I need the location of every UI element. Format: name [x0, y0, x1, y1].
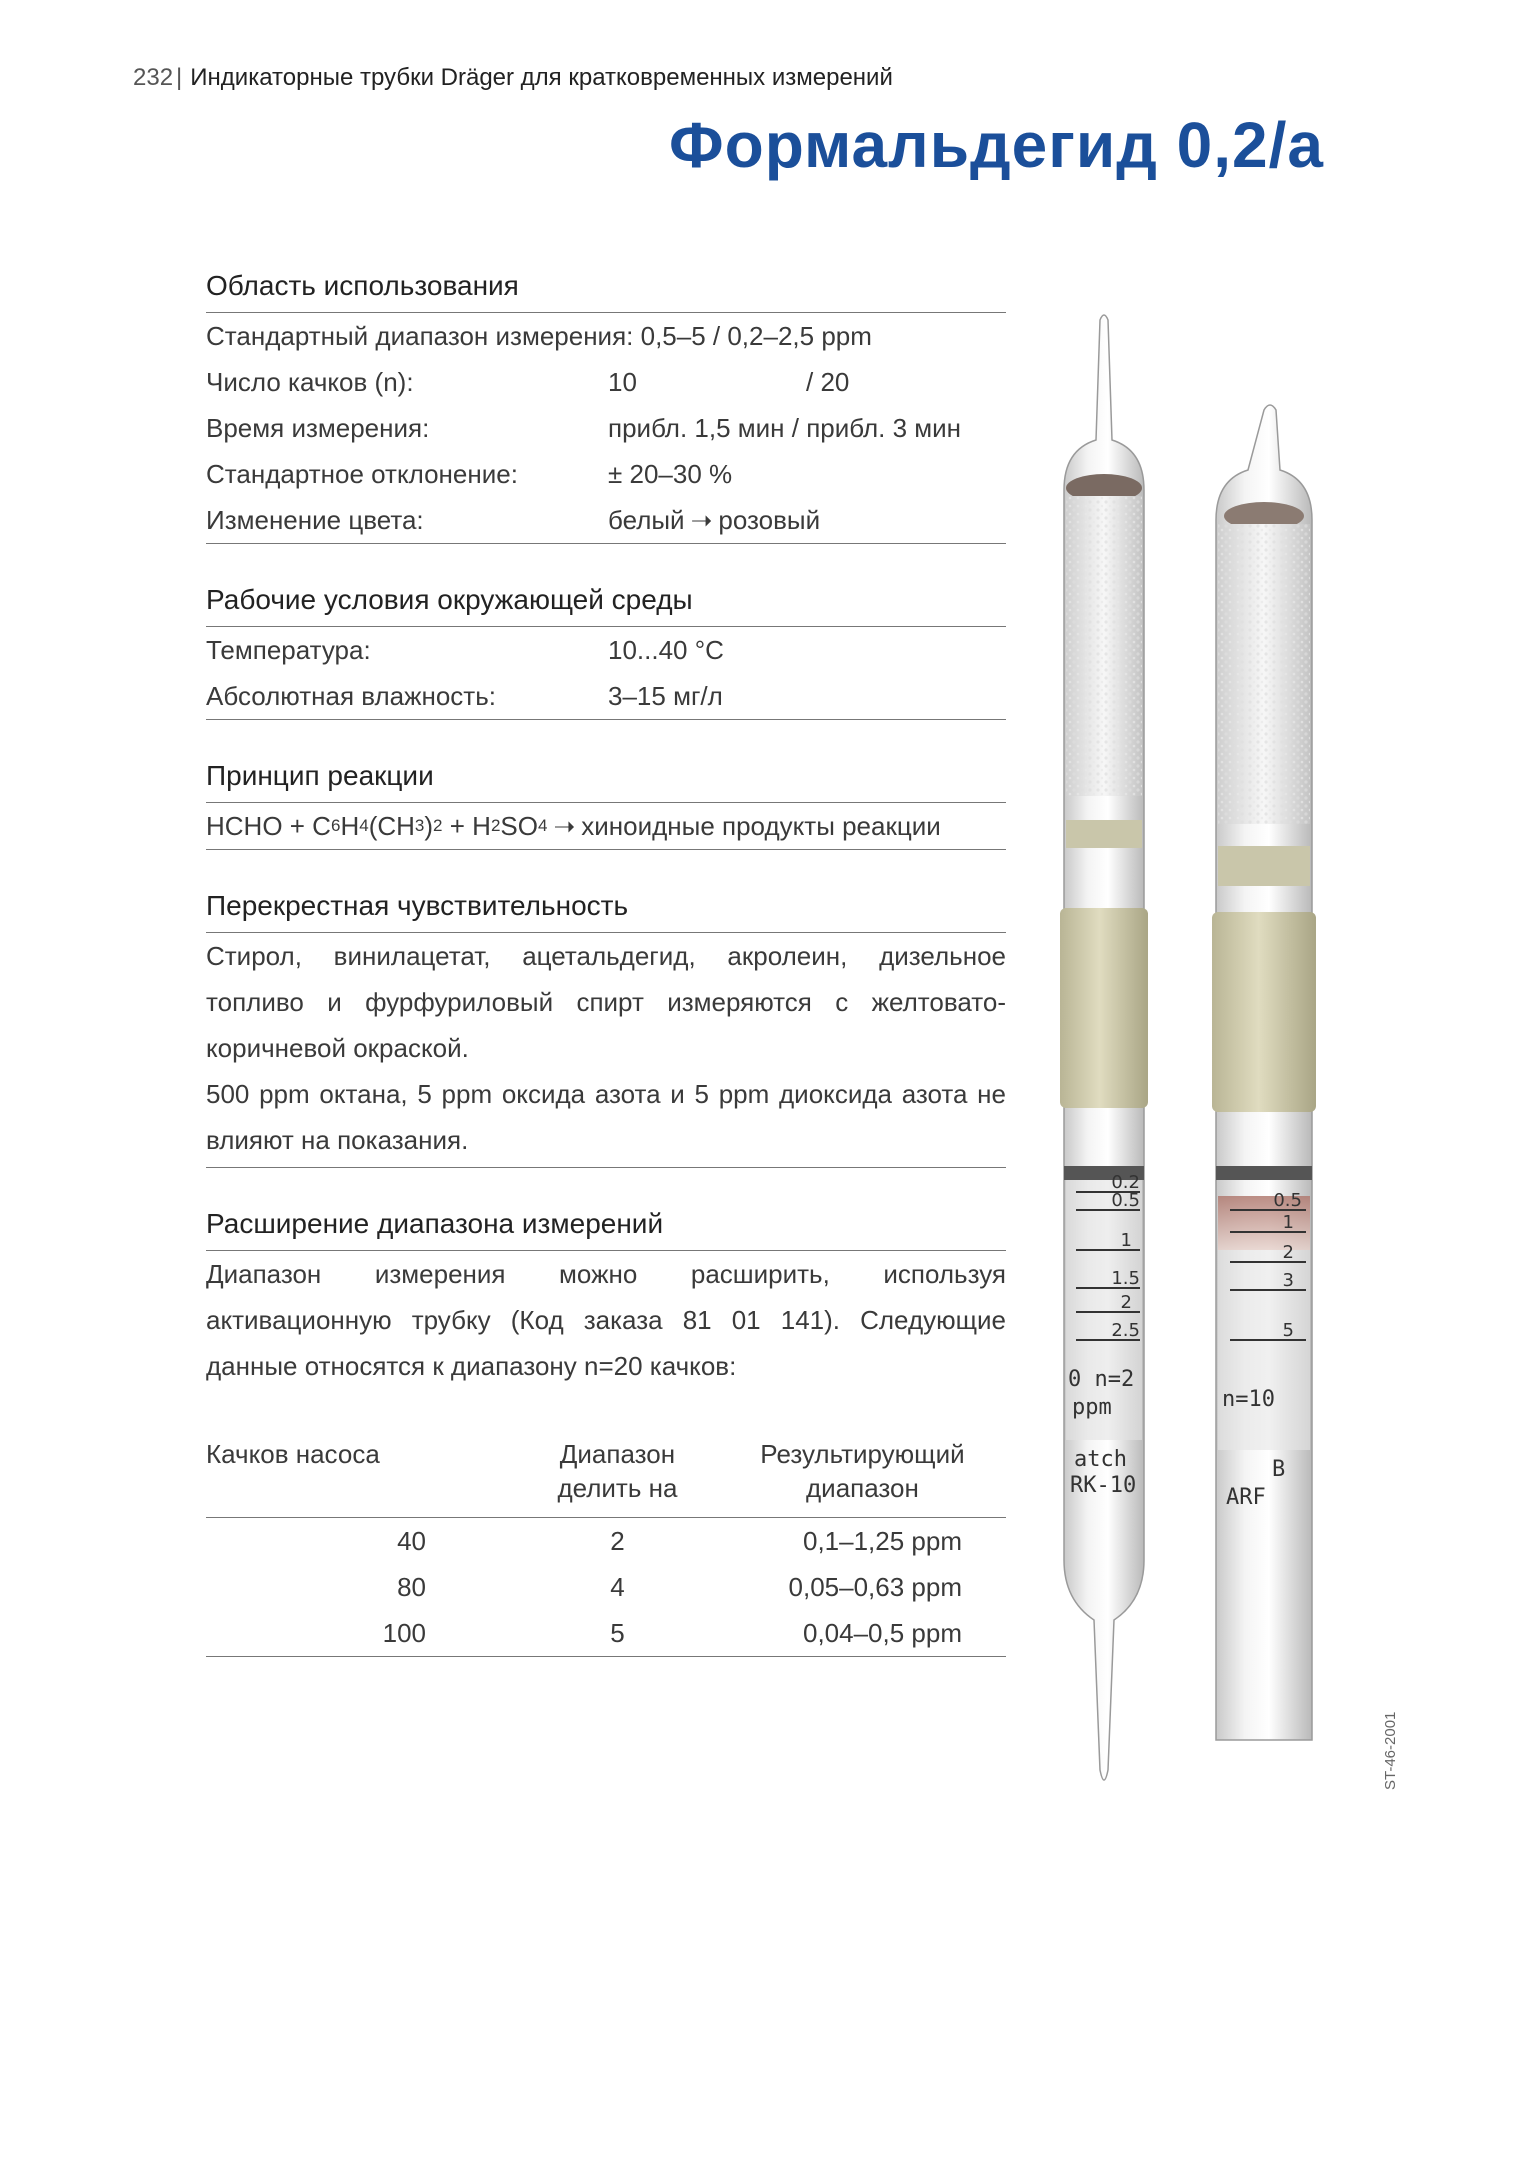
extension-para: Диапазон измерения можно расширить, используя активационную трубку (Код заказа 81 01 141). Следующие данные относятся к диапазону n=20 качков:	[206, 1259, 1006, 1381]
standard-range-row	[206, 313, 1006, 359]
tube1-scale-label: 2.5	[1111, 1320, 1140, 1341]
tube1-print: RK-10	[1070, 1473, 1137, 1498]
table-header: Диапазон делить на	[516, 1431, 719, 1518]
tube1-scale-label: 1.5	[1111, 1268, 1140, 1289]
header-divider: |	[176, 64, 183, 91]
conditions-title: Рабочие условия окружающей среды	[206, 584, 1006, 627]
standard-range: Стандартный диапазон измерения: 0,5–5 / 0,2–2,5 ppm	[206, 320, 872, 351]
cross-title: Перекрестная чувствительность	[206, 890, 1006, 933]
tube1-print: atch	[1074, 1447, 1127, 1472]
main-content	[206, 270, 1006, 1697]
detector-tube-1	[1060, 315, 1148, 1780]
page-title: Формальдегид 0,2/a	[668, 109, 1324, 181]
temperature-row: Температура: 10...40 °C	[206, 634, 724, 665]
cross-para-1: Стирол, винилацетат, ацетальдегид, акролеин, дизельное топливо и фурфуриловый спирт измеряются с желтовато-коричневой окраской.	[206, 941, 1006, 1063]
table-row: 80 4 0,05–0,63 ppm	[397, 1571, 962, 1602]
reaction-section	[206, 760, 1006, 850]
arrow-right-icon: ➝	[553, 810, 576, 841]
detector-tubes-illustration	[1040, 300, 1360, 1870]
cross-para-2: 500 ppm октана, 5 ppm оксида азота и 5 ppm диоксида азота не влияют на показания.	[206, 1079, 1006, 1155]
tube2-scale-label: 5	[1282, 1320, 1294, 1341]
deviation-row: Стандартное отклонение: ± 20–30 %	[206, 458, 733, 489]
time-row: Время измерения: прибл. 1,5 мин / прибл. 3 мин	[206, 412, 962, 443]
reaction-title: Принцип реакции	[206, 760, 1006, 803]
tube2-print: ARF	[1226, 1485, 1266, 1510]
arrow-right-icon: ➝	[690, 504, 713, 535]
detector-tube-2	[1212, 405, 1316, 1740]
running-header	[133, 64, 893, 92]
tube2-scale-label: 1	[1282, 1212, 1294, 1233]
tube2-print: B	[1272, 1457, 1286, 1482]
reaction-formula: HCHO + C 6 H 4 (CH 3 ) 2 + H 2 SO 4 ➝ хиноидные продукты реакции	[206, 810, 941, 841]
tube1-scale-label: 2	[1120, 1292, 1132, 1313]
table-header: Качков насоса	[206, 1431, 516, 1518]
humidity-row: Абсолютная влажность: 3–15 мг/л	[206, 680, 723, 711]
strokes-row: Число качков (n): 10 / 20	[206, 366, 850, 397]
conditions-section	[206, 584, 1006, 720]
tube1-print: ppm	[1072, 1395, 1112, 1420]
table-row: 100 5 0,04–0,5 ppm	[206, 1610, 1006, 1657]
color-change-row: Изменение цвета: белый ➝ розовый	[206, 504, 821, 535]
page-number: 232	[133, 64, 174, 91]
tube2-print: n=10	[1222, 1387, 1275, 1412]
usage-section	[206, 270, 1006, 544]
table-header: Результирующий диапазон	[719, 1431, 1006, 1518]
tube1-print: 0 n=2	[1068, 1367, 1135, 1392]
tube1-scale-label: 0.2	[1111, 1172, 1140, 1193]
cross-section	[206, 890, 1006, 1168]
tube2-scale-label: 2	[1282, 1242, 1294, 1263]
tube1-scale-label: 1	[1120, 1230, 1132, 1251]
photo-credit: ST-46-2001	[1382, 1711, 1399, 1790]
tube2-scale-label: 3	[1282, 1270, 1294, 1291]
extension-title: Расширение диапазона измерений	[206, 1208, 1006, 1251]
tube1-scale-label: 0.5	[1111, 1190, 1140, 1211]
table-row: 40 2 0,1–1,25 ppm	[397, 1525, 962, 1556]
extension-section	[206, 1208, 1006, 1657]
usage-title: Область использования	[206, 270, 1006, 313]
tube2-scale-label: 0.5	[1273, 1190, 1302, 1211]
range-table	[206, 1431, 1006, 1657]
running-title: Индикаторные трубки Dräger для кратковременных измерений	[190, 64, 893, 91]
